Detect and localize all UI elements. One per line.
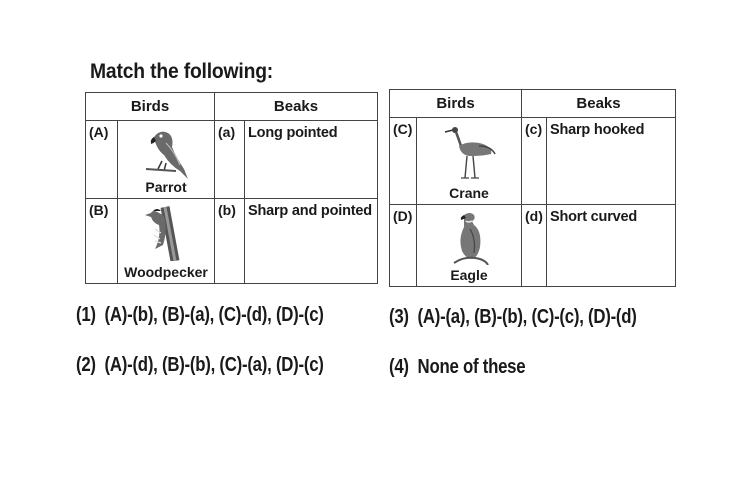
option-number: (4)	[389, 356, 409, 378]
option-1[interactable]	[76, 304, 324, 327]
option-number: (2)	[76, 354, 96, 376]
option-4[interactable]	[389, 356, 525, 379]
beak-label: (c)	[525, 121, 543, 137]
bird-cell	[118, 199, 215, 284]
bird-name: Parrot	[145, 179, 187, 195]
option-number: (1)	[76, 304, 96, 326]
option-text: (A)-(b), (B)-(a), (C)-(d), (D)-(c)	[104, 304, 324, 326]
option-3[interactable]	[389, 306, 637, 329]
row-label: (D)	[393, 208, 413, 224]
row-label: (B)	[89, 202, 109, 218]
crane-icon	[439, 122, 499, 182]
eagle-icon	[446, 209, 492, 265]
beak-label: (a)	[218, 124, 236, 140]
bird-name: Crane	[449, 185, 489, 201]
row-label: (C)	[393, 121, 413, 137]
bird-cell	[417, 118, 522, 205]
beak-description: Short curved	[550, 209, 638, 225]
option-text: (A)-(a), (B)-(b), (C)-(c), (D)-(d)	[417, 306, 637, 328]
bird-name: Eagle	[450, 267, 488, 283]
bird-cell	[118, 121, 215, 199]
beak-label: (d)	[525, 208, 543, 224]
beaks-header: Beaks	[215, 93, 378, 121]
beak-description: Sharp and pointed	[248, 203, 372, 219]
bird-name: Woodpecker	[124, 264, 208, 280]
bird-cell	[417, 205, 522, 287]
parrot-icon	[136, 125, 196, 181]
option-text: (A)-(d), (B)-(b), (C)-(a), (D)-(c)	[104, 354, 324, 376]
beak-description: Sharp hooked	[550, 122, 645, 138]
woodpecker-icon	[139, 203, 193, 261]
option-number: (3)	[389, 306, 409, 328]
match-table-left	[85, 92, 378, 284]
beaks-header: Beaks	[522, 90, 676, 118]
birds-header: Birds	[86, 93, 215, 121]
match-table-right	[389, 89, 676, 287]
beak-label: (b)	[218, 202, 236, 218]
question-title: Match the following:	[90, 60, 274, 83]
option-text: None of these	[417, 356, 526, 378]
birds-header: Birds	[390, 90, 522, 118]
beak-description: Long pointed	[248, 125, 338, 141]
option-2[interactable]	[76, 354, 324, 377]
row-label: (A)	[89, 124, 109, 140]
